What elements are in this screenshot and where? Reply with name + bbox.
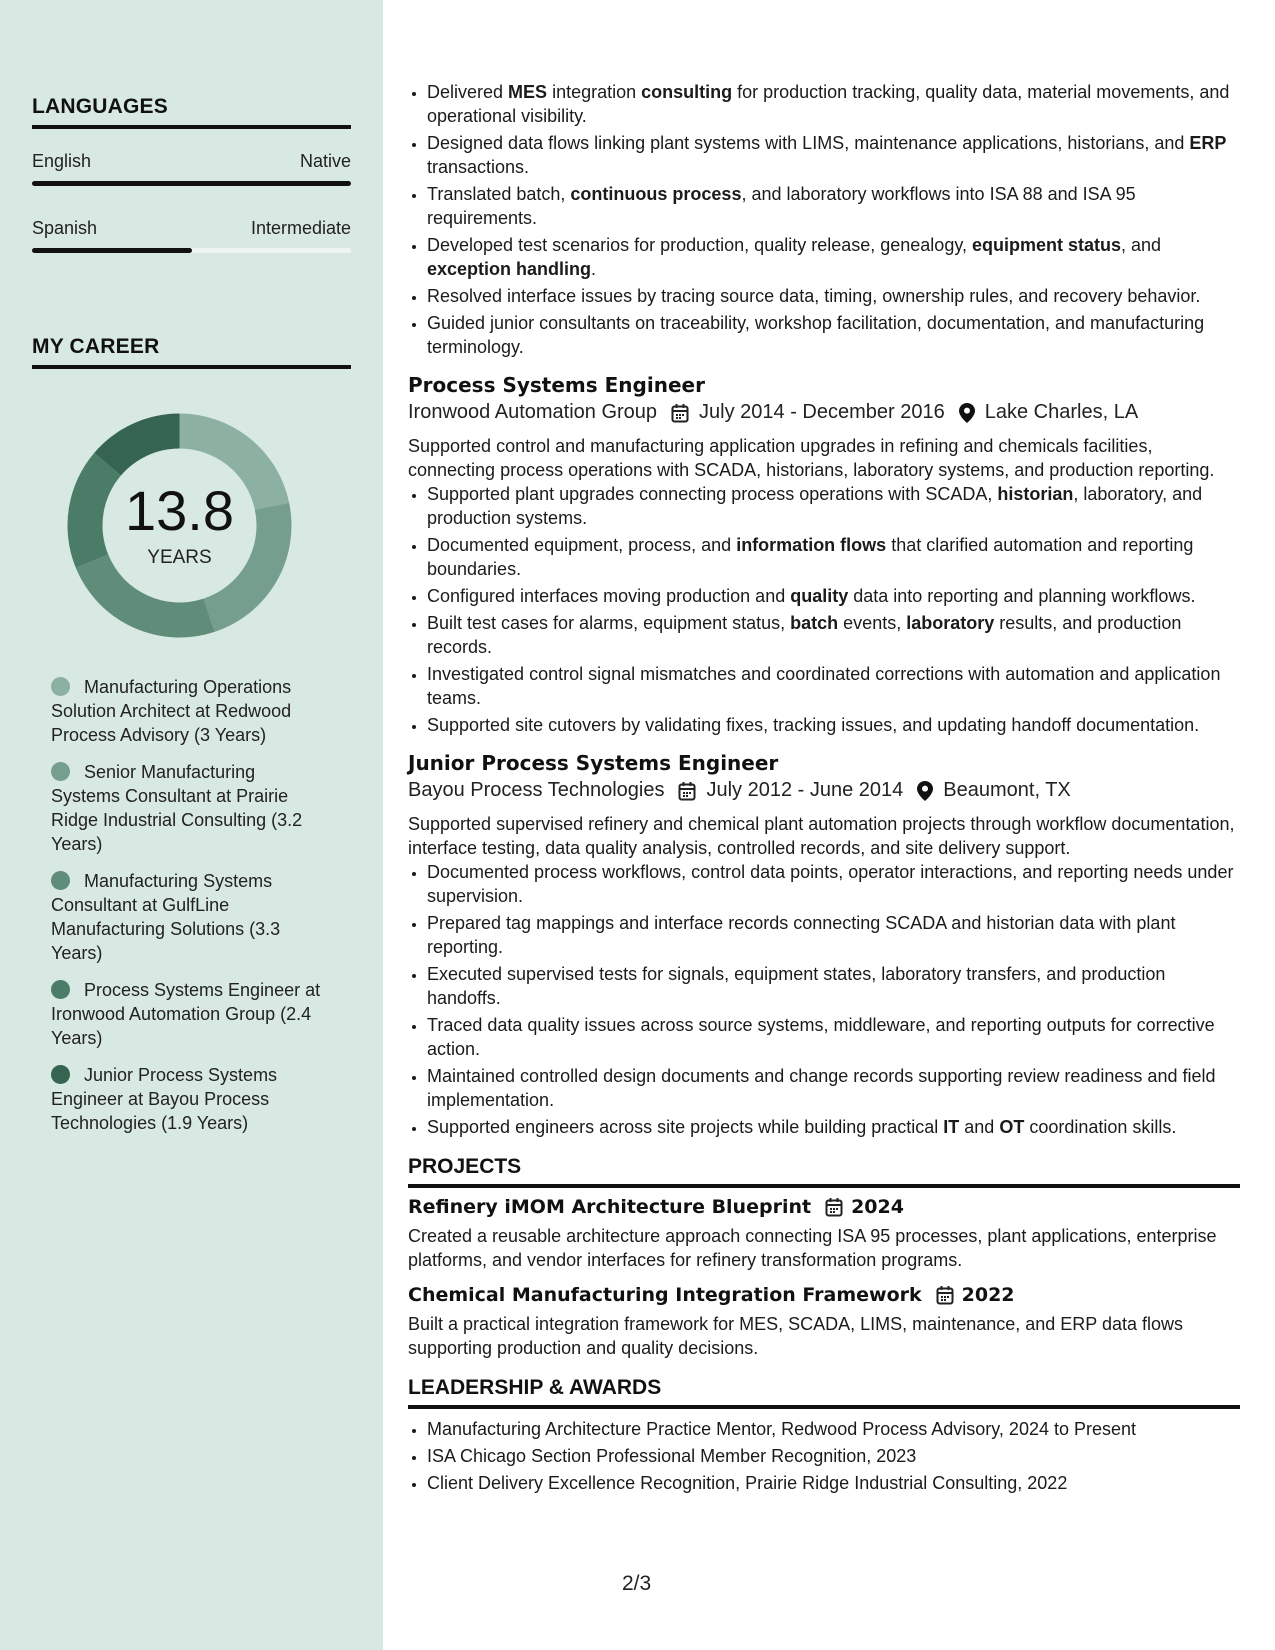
job-bullets	[408, 482, 1240, 737]
project-year: 2024	[851, 1196, 904, 1218]
legend-label: Junior Process Systems Engineer at Bayou Process Technologies (1.9 Years)	[51, 1065, 278, 1133]
award-item: • Manufacturing Architecture Practice Mentor, Redwood Process Advisory, 2024 to Present	[427, 1417, 1240, 1441]
bullet-item: • Supported site cutovers by validating fixes, tracking issues, and updating handoff documentation.	[427, 713, 1240, 737]
bullet-item: • Resolved interface issues by tracing source data, timing, ownership rules, and recovery behavior.	[427, 284, 1240, 308]
job-meta	[408, 401, 1240, 424]
career-section	[32, 335, 351, 1133]
job-dates: July 2014 - December 2016	[699, 401, 945, 423]
sidebar	[0, 0, 383, 1650]
legend-label: Process Systems Engineer at Ironwood Automation Group (2.4 Years)	[51, 980, 321, 1048]
location-pin-icon	[959, 403, 975, 423]
location-pin-icon	[917, 781, 933, 801]
career-total-years: 13.8	[125, 479, 234, 542]
career-heading: MY CAREER	[32, 335, 351, 369]
project-entry	[408, 1196, 1240, 1272]
project-year: 2022	[961, 1284, 1015, 1306]
job-summary: Supported supervised refinery and chemical plant automation projects through workflow documentation, interface testing, data quality analysis, controlled records, and site delivery support.	[408, 814, 1235, 858]
job-meta	[408, 779, 1240, 802]
project-title: Refinery iMOM Architecture Blueprint	[408, 1196, 812, 1218]
language-name: English	[32, 151, 92, 171]
language-item	[32, 151, 351, 186]
language-level: Native	[299, 151, 351, 171]
bullet-item: • Guided junior consultants on traceability, workshop facilitation, documentation, and manufacturing terminology.	[427, 311, 1240, 359]
bullet-item: • Supported plant upgrades connecting process operations with SCADA, historian, laboratory, and production systems.	[427, 482, 1240, 530]
legend-dot	[51, 980, 70, 999]
calendar-icon	[678, 781, 696, 801]
bullet-item: • Delivered MES integration consulting for production tracking, quality data, material movements, and operational visibility.	[427, 80, 1240, 128]
language-item	[32, 218, 351, 253]
job-location: Lake Charles, LA	[984, 401, 1139, 423]
projects-section	[408, 1155, 1240, 1360]
legend-dot	[51, 677, 70, 696]
legend-label: Senior Manufacturing Systems Consultant at Prairie Ridge Industrial Consulting (3.2 Years)	[51, 762, 303, 854]
project-entry	[408, 1284, 1240, 1360]
language-name: Spanish	[32, 218, 98, 238]
language-bar-fill	[32, 248, 192, 253]
calendar-icon	[671, 403, 689, 423]
awards-section	[408, 1376, 1240, 1495]
languages-heading: LANGUAGES	[32, 95, 351, 129]
career-legend-item	[51, 869, 321, 965]
project-description: Built a practical integration framework for MES, SCADA, LIMS, maintenance, and ERP data flows supporting production and quality decisions.	[408, 1314, 1184, 1358]
language-bar	[32, 248, 351, 253]
bullet-item: • Designed data flows linking plant systems with LIMS, maintenance applications, historians, and ERP transactions.	[427, 131, 1240, 179]
career-legend-item	[51, 978, 321, 1050]
job-entry	[408, 751, 1240, 1139]
career-donut-chart	[67, 413, 292, 638]
calendar-icon	[825, 1197, 843, 1217]
job-location: Beaumont, TX	[943, 779, 1071, 801]
job-company: Bayou Process Technologies	[408, 779, 665, 801]
career-legend-item	[51, 1063, 321, 1135]
bullet-item: • Documented equipment, process, and information flows that clarified automation and reporting boundaries.	[427, 533, 1240, 581]
legend-dot	[51, 871, 70, 890]
job-entry	[408, 373, 1240, 737]
bullet-item: • Built test cases for alarms, equipment status, batch events, laboratory results, and production records.	[427, 611, 1240, 659]
project-title: Chemical Manufacturing Integration Framework	[408, 1284, 922, 1306]
language-bar	[32, 181, 351, 186]
job-summary: Supported control and manufacturing application upgrades in refining and chemicals facilities, connecting process operations with SCADA, historians, laboratory systems, and production reporting.	[408, 436, 1215, 480]
bullet-item: • Configured interfaces moving production and quality data into reporting and planning workflows.	[427, 584, 1240, 608]
job-dates: July 2012 - June 2014	[706, 779, 904, 801]
bullet-item: • Traced data quality issues across source systems, middleware, and reporting outputs for corrective action.	[427, 1013, 1240, 1061]
career-legend-item	[51, 675, 321, 747]
bullet-item: • Translated batch, continuous process, and laboratory workflows into ISA 88 and ISA 95 requirements.	[427, 182, 1240, 230]
job-bullets	[408, 860, 1240, 1139]
legend-label: Manufacturing Operations Solution Architect at Redwood Process Advisory (3 Years)	[51, 677, 292, 745]
career-legend-item	[51, 760, 321, 856]
bullet-item: • Investigated control signal mismatches and coordinated corrections with automation and application teams.	[427, 662, 1240, 710]
experience-bullets	[408, 80, 1240, 359]
legend-label: Manufacturing Systems Consultant at GulfLine Manufacturing Solutions (3.3 Years)	[51, 871, 281, 963]
language-level: Intermediate	[250, 218, 351, 238]
bullet-item: • Executed supervised tests for signals, equipment states, laboratory transfers, and production handoffs.	[427, 962, 1240, 1010]
job-title: Junior Process Systems Engineer	[408, 751, 779, 775]
job-title: Process Systems Engineer	[408, 373, 705, 397]
legend-dot	[51, 1065, 70, 1084]
page-number: 2/3	[622, 1572, 652, 1595]
calendar-icon	[936, 1285, 954, 1305]
projects-heading: PROJECTS	[408, 1155, 1240, 1188]
bullet-item: • Prepared tag mappings and interface records connecting SCADA and historian data with plant reporting.	[427, 911, 1240, 959]
award-item: • ISA Chicago Section Professional Member Recognition, 2023	[427, 1444, 1240, 1468]
job-company: Ironwood Automation Group	[408, 401, 658, 423]
awards-list	[408, 1417, 1240, 1495]
award-item: • Client Delivery Excellence Recognition, Prairie Ridge Industrial Consulting, 2022	[427, 1471, 1240, 1495]
bullet-item: • Developed test scenarios for production, quality release, genealogy, equipment status, and exception handling.	[427, 233, 1240, 281]
language-bar-fill	[32, 181, 351, 186]
bullet-item: • Supported engineers across site projects while building practical IT and OT coordination skills.	[427, 1115, 1240, 1139]
project-description: Created a reusable architecture approach connecting ISA 95 processes, plant applications, enterprise platforms, and vendor interfaces for refinery transformation programs.	[408, 1226, 1217, 1270]
bullet-item: • Maintained controlled design documents and change records supporting review readiness and field implementation.	[427, 1064, 1240, 1112]
languages-section	[32, 95, 351, 253]
awards-heading: LEADERSHIP & AWARDS	[408, 1376, 1240, 1409]
main-content	[408, 0, 1240, 1498]
career-years-label: YEARS	[147, 547, 212, 568]
career-legend	[51, 675, 321, 1148]
bullet-item: • Documented process workflows, control data points, operator interactions, and reporting needs under supervision.	[427, 860, 1240, 908]
legend-dot	[51, 762, 70, 781]
